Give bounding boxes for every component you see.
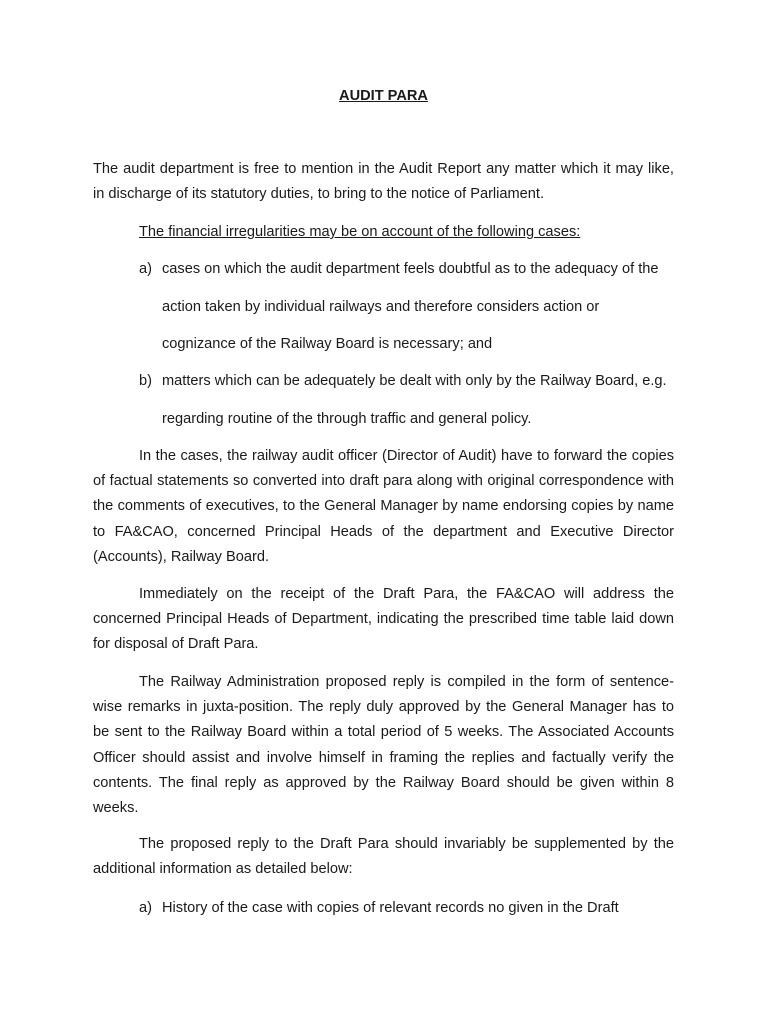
body-paragraph: In the cases, the railway audit officer (Director of Audit) have to forward the copies of factual statements so converted into draft para along with original correspondence with the comments of executives, to the General Manager by name endorsing copies by name to FA&CAO, concerned Principal Heads of the department and Executive Director (Accounts), Railway Board. — [93, 448, 674, 565]
list-marker: b) — [139, 373, 152, 389]
body-paragraph: The proposed reply to the Draft Para should invariably be supplemented by the additional information as detailed below: — [93, 836, 674, 878]
list-item-text: matters which can be adequately be dealt with only by the Railway Board, e.g. regarding routine of the through traffic and general policy. — [162, 373, 667, 427]
case-item-a — [139, 251, 674, 364]
body-paragraph: Immediately on the receipt of the Draft Para, the FA&CAO will address the concerned Principal Heads of Department, indicating the prescribed time table laid down for disposal of Draft Para. — [93, 586, 674, 653]
list-marker: a) — [139, 900, 152, 916]
case-item-b — [139, 363, 674, 438]
cases-heading: The financial irregularities may be on account of the following cases: — [139, 224, 581, 240]
list-item-text: History of the case with copies of relevant records no given in the Draft — [162, 900, 619, 916]
body-paragraph: The Railway Administration proposed reply is compiled in the form of sentence-wise remarks in juxta-position. The reply duly approved by the General Manager has to be sent to the Railway Board within a total period of 5 weeks. The Associated Accounts Officer should assist and involve himself in framing the replies and factually verify the contents. The final reply as approved by the Railway Board should be given within 8 weeks. — [93, 674, 674, 817]
list-item-text: cases on which the audit department feels doubtful as to the adequacy of the action taken by individual railways and therefore considers action or cognizance of the Railway Board is necessary; and — [162, 261, 659, 352]
intro-paragraph: The audit department is free to mention in the Audit Report any matter which it may like, in discharge of its statutory duties, to bring to the notice of Parliament. — [93, 161, 674, 203]
additional-info-item-a — [139, 890, 674, 928]
document-title: AUDIT PARA — [339, 88, 428, 104]
list-marker: a) — [139, 261, 152, 277]
